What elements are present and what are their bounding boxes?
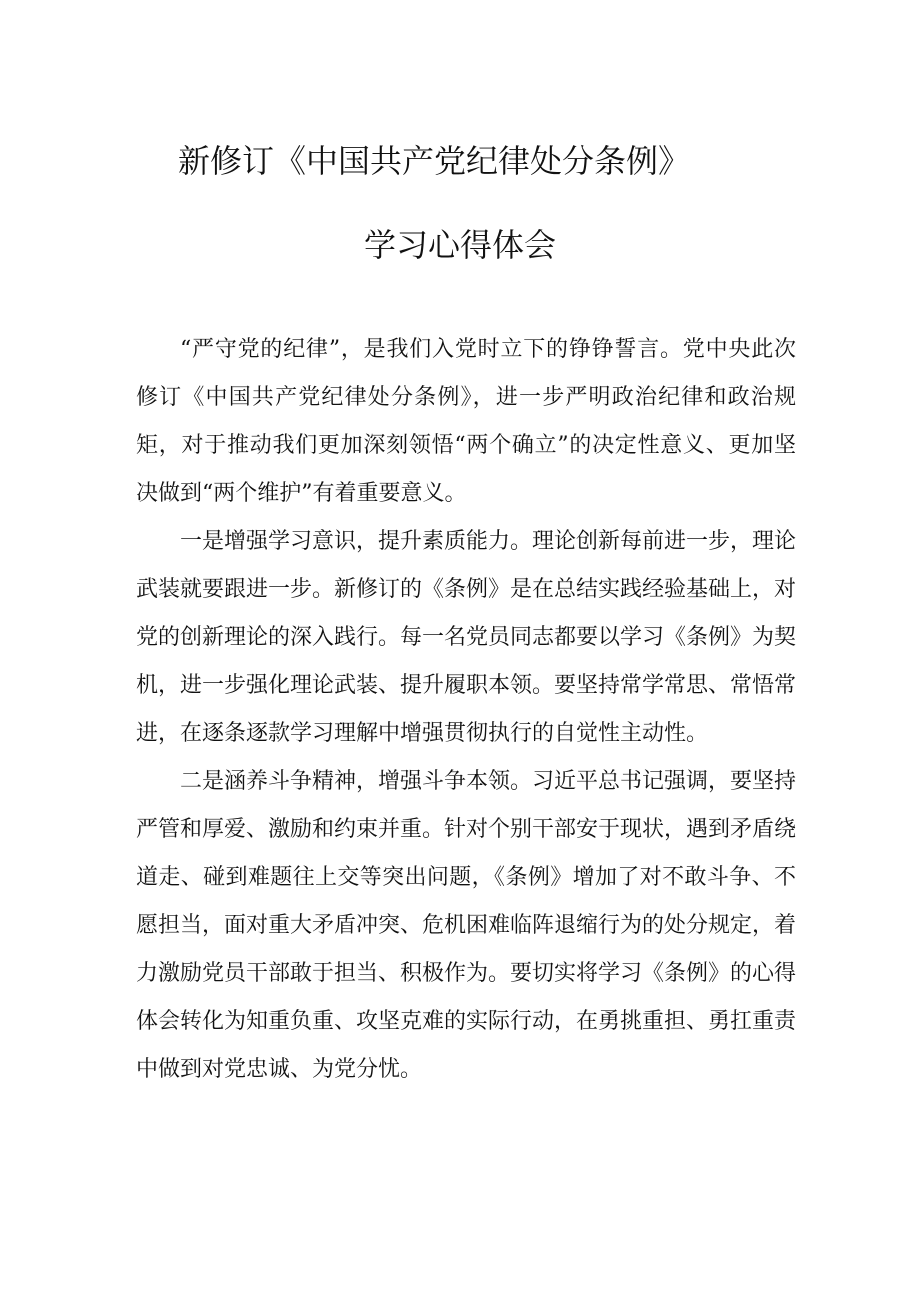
paragraph-struggle-spirit: 二是涵养斗争精神，增强斗争本领。习近平总书记强调，要坚持严管和厚爱、激励和约束并重。针对个别干部安于现状，遇到矛盾绕道走、碰到难题往上交等突出问题，《条例》增加了对不敢斗争、不愿担当，面对重大矛盾冲突、危机困难临阵退缩行为的处分规定，着力激励党员干部敢于担当、积极作为。要切实将学习《条例》的心得体会转化为知重负重、攻坚克难的实际行动，在勇挑重担、勇扛重责中做到对党忠诚、为党分忧。 [136, 769, 797, 1082]
document-title-line-2: 学习心得体会 [364, 226, 557, 264]
document-title-line-1: 新修订《中国共产党纪律处分条例》 [178, 142, 691, 180]
document-body [136, 326, 796, 1094]
paragraph-study-awareness: 一是增强学习意识，提升素质能力。理论创新每前进一步，理论武装就要跟进一步。新修订的《条例》是在总结实践经验基础上，对党的创新理论的深入践行。每一名党员同志都要以学习《条例》为契机，进一步强化理论武装、提升履职本领。要坚持常学常思、常悟常进，在逐条逐款学习理解中增强贯彻执行的自觉性主动性。 [136, 529, 797, 746]
paragraph-intro: “严守党的纪律”，是我们入党时立下的铮铮誓言。党中央此次修订《中国共产党纪律处分条例》，进一步严明政治纪律和政治规矩，对于推动我们更加深刻领悟“两个确立”的决定性意义、更加坚决做到“两个维护”有着重要意义。 [136, 337, 796, 506]
